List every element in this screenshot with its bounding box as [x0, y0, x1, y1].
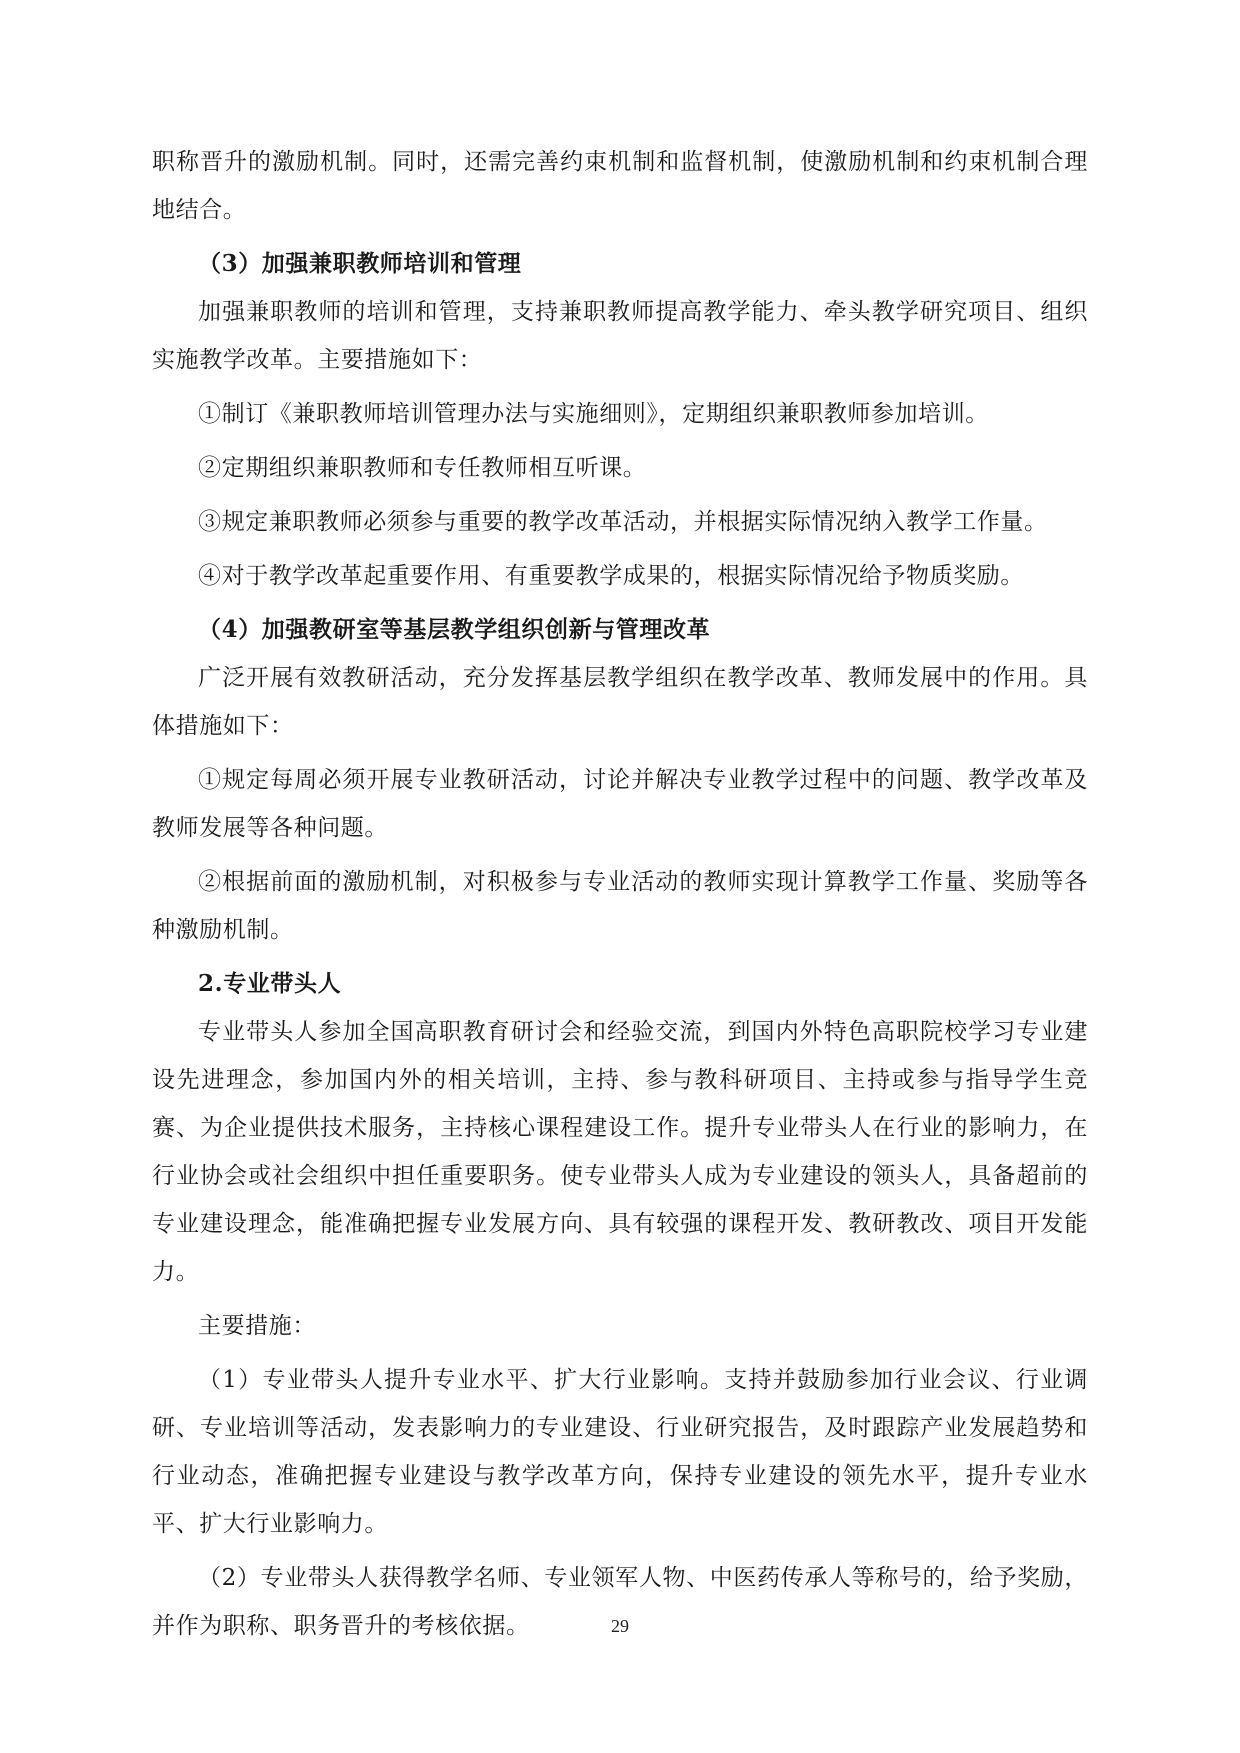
list-item-measure-2: ②定期组织兼职教师和专任教师相互听课。 — [198, 455, 647, 481]
paragraph-reform-intro: 广泛开展有效教研活动，充分发挥基层教学组织在教学改革、教师发展中的作用。具体措施如下： — [152, 665, 1088, 739]
paragraph-training-intro: 加强兼职教师的培训和管理，支持兼职教师提高教学能力、牵头教学研究项目、组织实施教学改革。主要措施如下： — [152, 299, 1088, 373]
list-item-measure-4: ④对于教学改革起重要作用、有重要教学成果的，根据实际情况给予物质奖励。 — [198, 563, 1024, 589]
paragraph-main-measures-label: 主要措施： — [198, 1313, 316, 1339]
list-item-leader-measure-1: （1）专业带头人提升专业水平、扩大行业影响。支持并鼓励参加行业会议、行业调研、专业培训等活动，发表影响力的专业建设、行业研究报告，及时跟踪产业发展趋势和行业动态，准确把握专业建设与教学改革方向，保持专业建设的领先水平，提升专业水平、扩大行业影响力。 — [152, 1367, 1088, 1537]
list-item-measure-3: ③规定兼职教师必须参与重要的教学改革活动，并根据实际情况纳入教学工作量。 — [198, 509, 1048, 535]
heading-professional-leader: 2.专业带头人 — [198, 970, 342, 997]
page-number: 29 — [611, 1616, 629, 1636]
list-item-reform-1: ①规定每周必须开展专业教研活动，讨论并解决专业教学过程中的问题、教学改革及教师发展等各种问题。 — [152, 767, 1088, 841]
document-body — [152, 138, 1088, 1656]
heading-part-time-teacher-training: （3）加强兼职教师培训和管理 — [198, 250, 522, 277]
paragraph-incentive-continued: 职称晋升的激励机制。同时，还需完善约束机制和监督机制，使激励机制和约束机制合理地结合。 — [152, 149, 1088, 223]
heading-teaching-org-reform: （4）加强教研室等基层教学组织创新与管理改革 — [198, 616, 711, 643]
list-item-measure-1: ①制订《兼职教师培训管理办法与实施细则》，定期组织兼职教师参加培训。 — [198, 401, 989, 427]
paragraph-leader-description: 专业带头人参加全国高职教育研讨会和经验交流，到国内外特色高职院校学习专业建设先进理念，参加国内外的相关培训，主持、参与教科研项目、主持或参与指导学生竞赛、为企业提供技术服务，主持核心课程建设工作。提升专业带头人在行业的影响力，在行业协会或社会组织中担任重要职务。使专业带头人成为专业建设的领头人，具备超前的专业建设理念，能准确把握专业发展方向、具有较强的课程开发、教研教改、项目开发能力。 — [152, 1019, 1088, 1285]
list-item-reform-2: ②根据前面的激励机制，对积极参与专业活动的教师实现计算教学工作量、奖励等各种激励机制。 — [152, 869, 1088, 943]
list-item-leader-measure-2: （2）专业带头人获得教学名师、专业领军人物、中医药传承人等称号的，给予奖励，并作为职称、职务晋升的考核依据。 — [152, 1565, 1088, 1639]
